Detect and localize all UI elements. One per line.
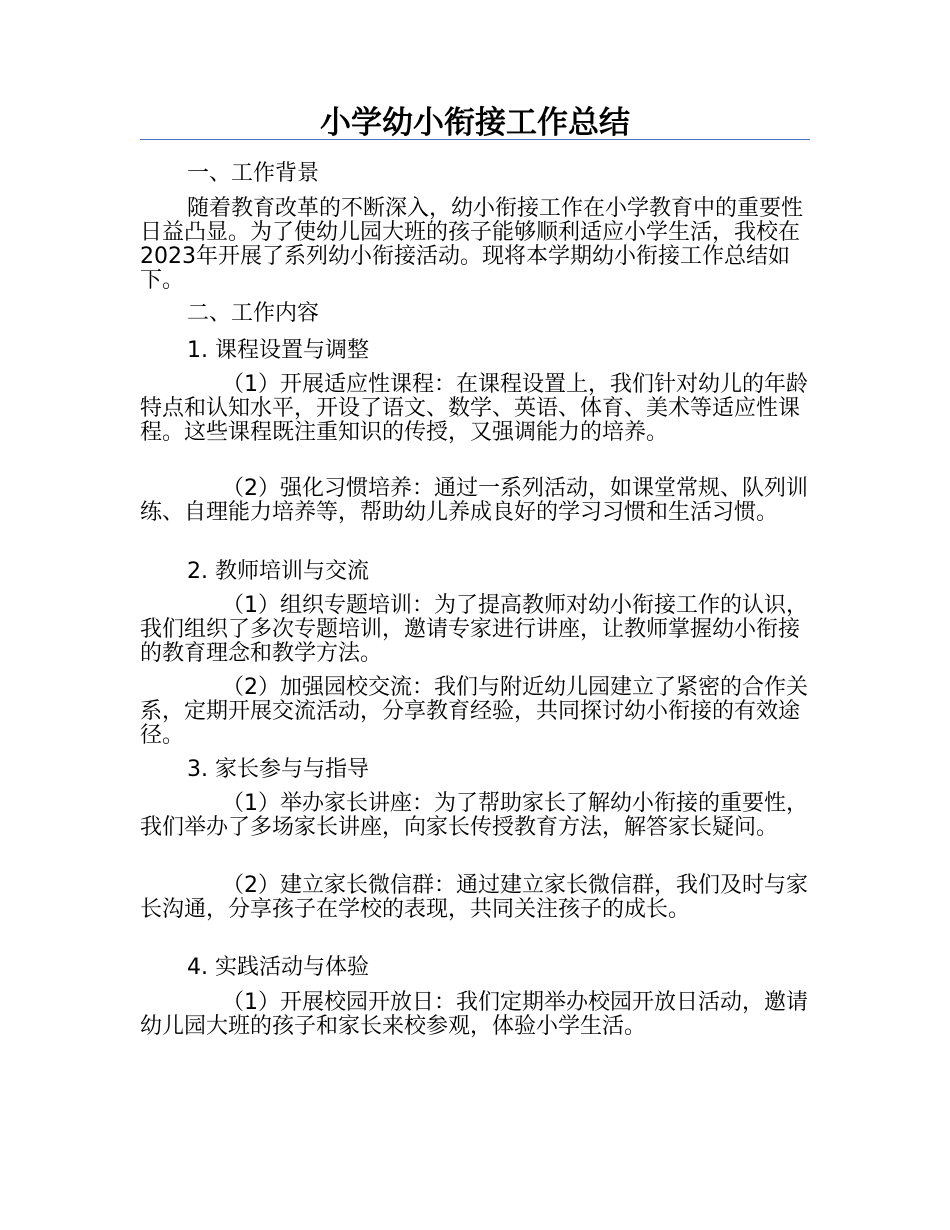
section-heading-background: 一、工作背景 — [187, 161, 320, 186]
paragraph-course-item1: （1）开展适应性课程：在课程设置上，我们针对幼儿的年龄特点和认知水平，开设了语文、数学、英语、体育、美术等适应性课程。这些课程既注重知识的传授，又强调能力的培养。 — [140, 372, 808, 445]
subheading-course: 1. 课程设置与调整 — [187, 338, 369, 363]
section-heading-content: 二、工作内容 — [187, 301, 320, 326]
paragraph-background: 随着教育改革的不断深入，幼小衔接工作在小学教育中的重要性日益凸显。为了使幼儿园大班的孩子能够顺利适应小学生活，我校在2023年开展了系列幼小衔接活动。现将本学期幼小衔接工作总结如下。 — [140, 196, 804, 293]
paragraph-practice-item1: （1）开展校园开放日：我们定期举办校园开放日活动，邀请幼儿园大班的孩子和家长来校参观，体验小学生活。 — [140, 990, 808, 1039]
subheading-practice: 4. 实践活动与体验 — [187, 955, 369, 980]
document-title: 小学幼小衔接工作总结 — [320, 105, 630, 141]
title-underline — [140, 139, 810, 140]
subheading-parent: 3. 家长参与与指导 — [187, 757, 369, 782]
paragraph-course-item2: （2）强化习惯培养：通过一系列活动，如课堂常规、队列训练、自理能力培养等，帮助幼儿养成良好的学习习惯和生活习惯。 — [140, 476, 808, 525]
paragraph-parent-item1: （1）举办家长讲座：为了帮助家长了解幼小衔接的重要性，我们举办了多场家长讲座，向家长传授教育方法，解答家长疑问。 — [140, 791, 808, 840]
paragraph-teacher-item2: （2）加强园校交流：我们与附近幼儿园建立了紧密的合作关系，定期开展交流活动，分享教育经验，共同探讨幼小衔接的有效途径。 — [140, 675, 808, 748]
paragraph-parent-item2: （2）建立家长微信群：通过建立家长微信群，我们及时与家长沟通，分享孩子在学校的表现，共同关注孩子的成长。 — [140, 873, 808, 922]
paragraph-teacher-item1: （1）组织专题培训：为了提高教师对幼小衔接工作的认识，我们组织了多次专题培训，邀请专家进行讲座，让教师掌握幼小衔接的教育理念和教学方法。 — [140, 593, 808, 666]
subheading-teacher: 2. 教师培训与交流 — [187, 559, 369, 584]
